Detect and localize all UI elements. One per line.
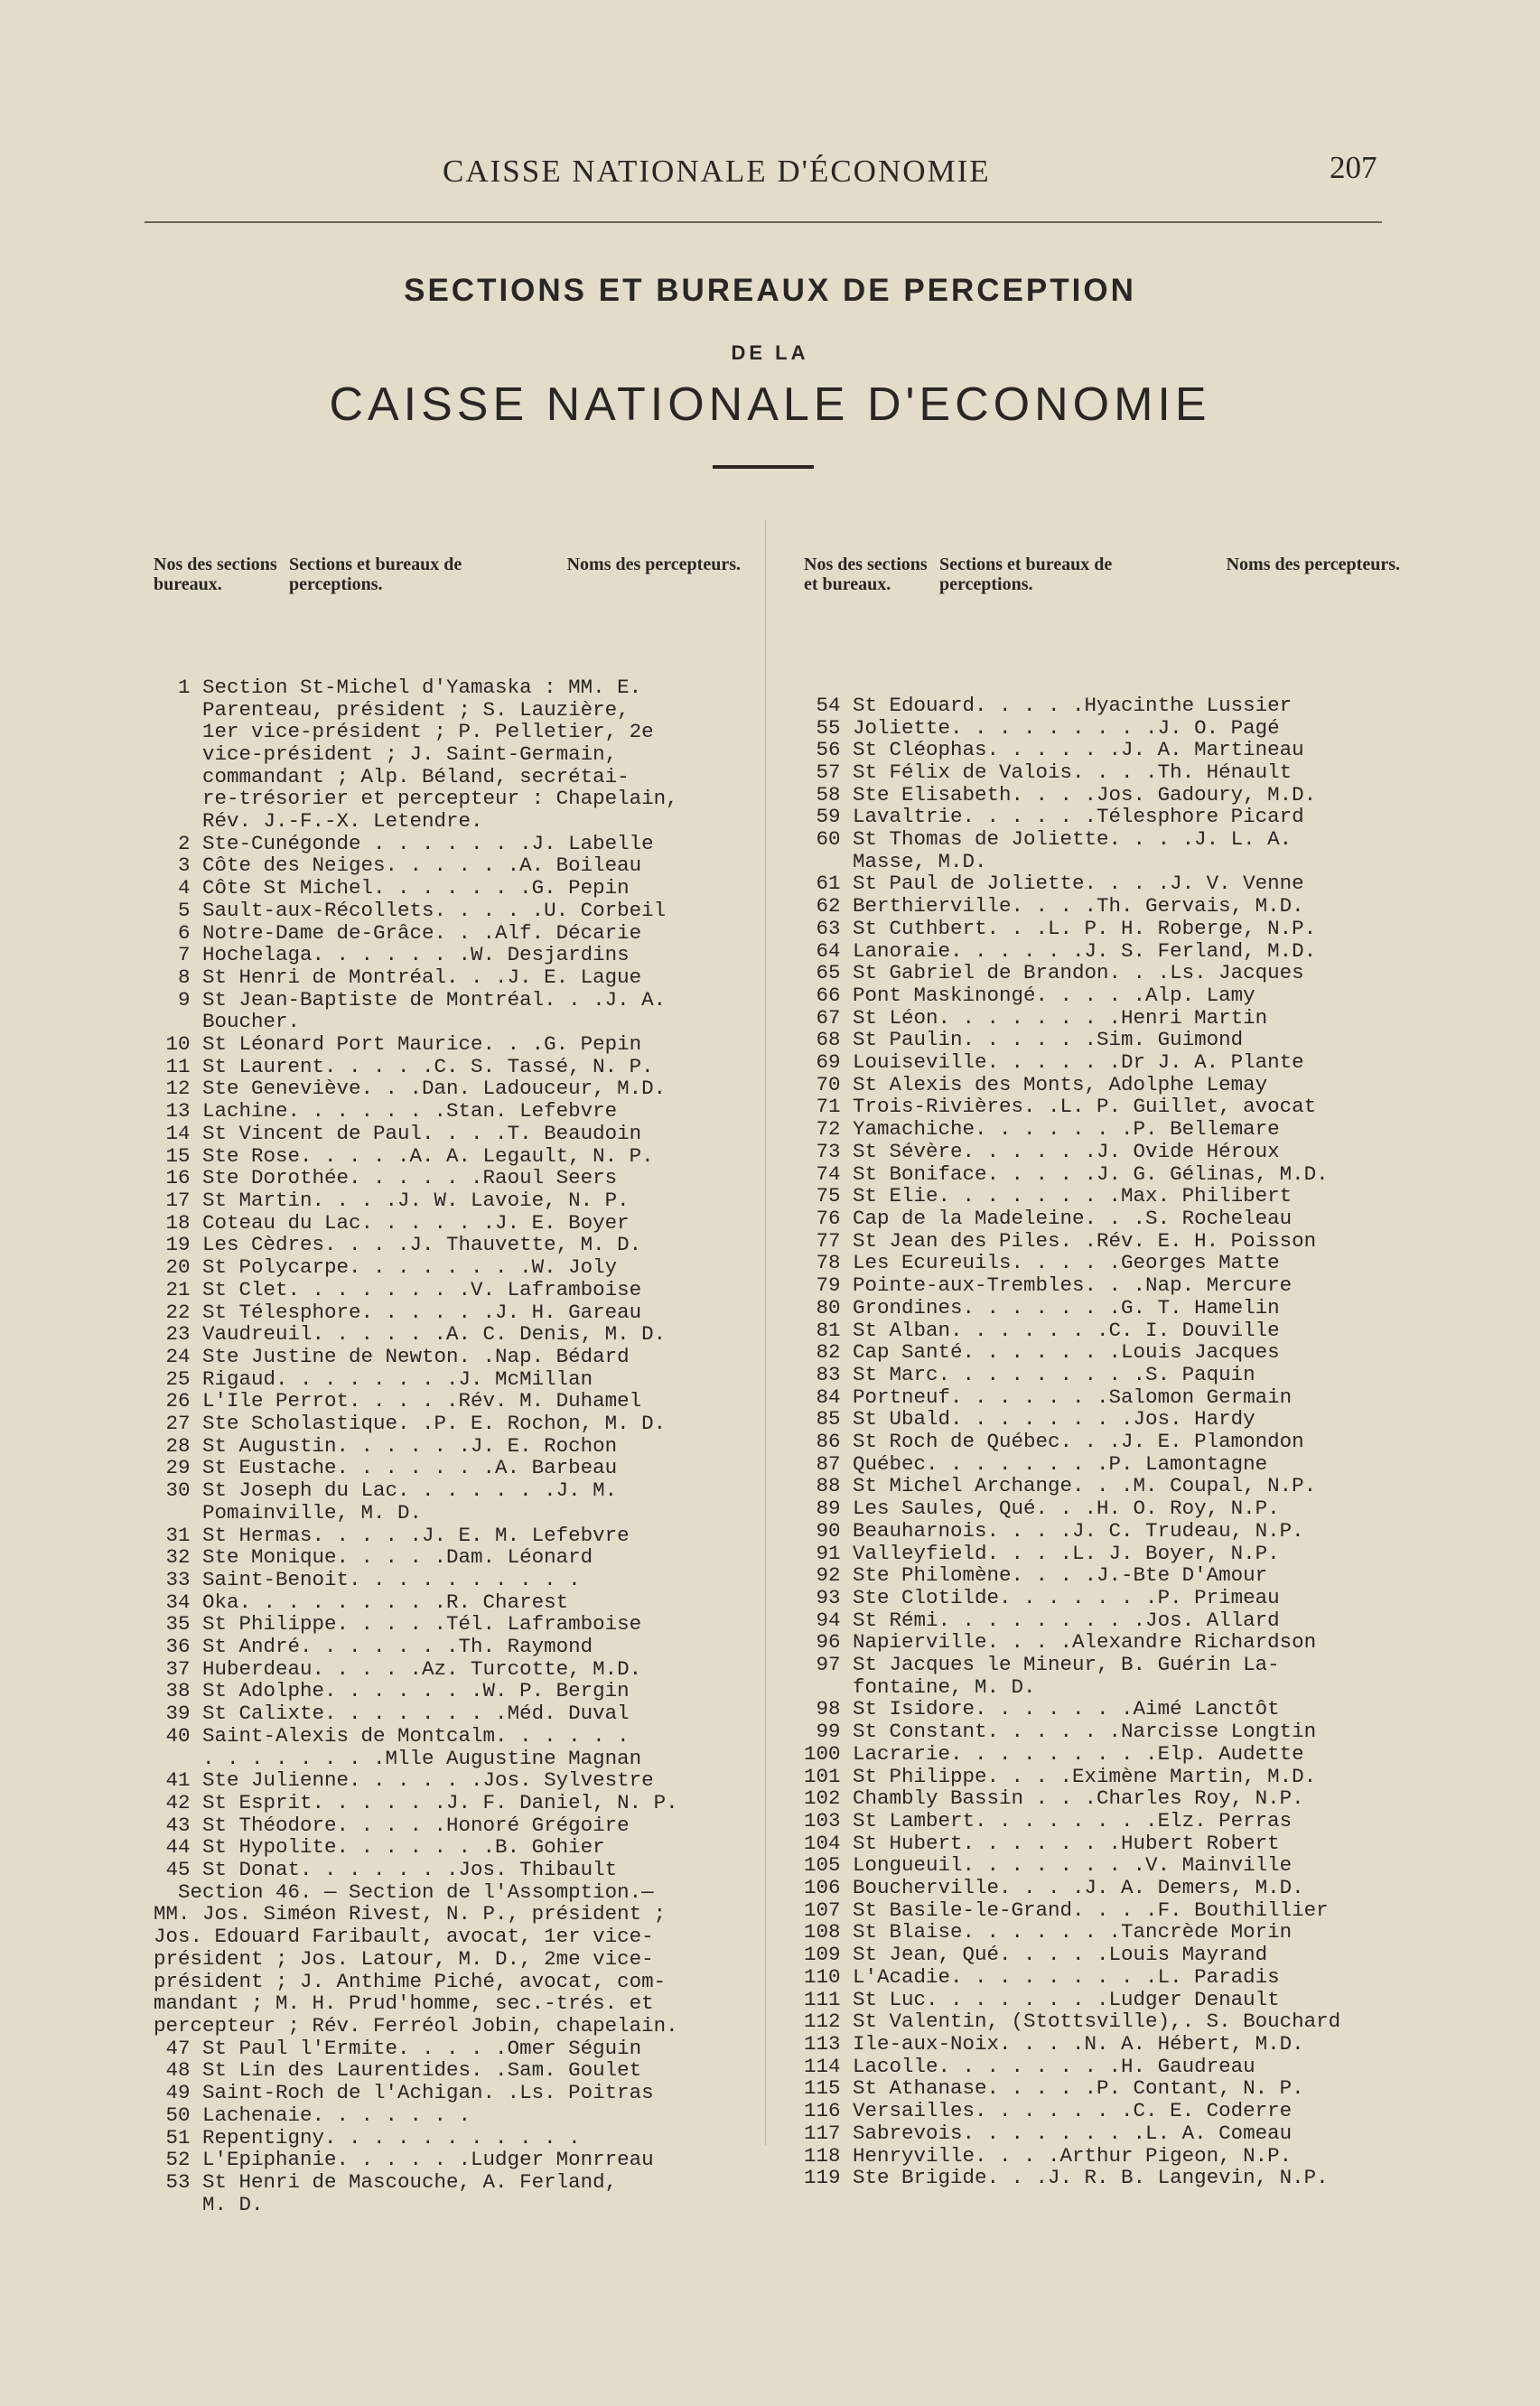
entry-line: 98 St Isidore. . . . . . .Aimé Lanctôt <box>804 1697 1280 1721</box>
entry-line: 69 Louiseville. . . . . .Dr J. A. Plante <box>804 1050 1304 1075</box>
entry-line: vice-président ; J. Saint-Germain, <box>154 741 618 766</box>
right-header-sections: Sections et bureaux de perceptions. <box>939 555 1113 595</box>
entry-line: 47 St Paul l'Ermite. . . . .Omer Séguin <box>154 2036 642 2060</box>
entry-line: 63 St Cuthbert. . .L. P. H. Roberge, N.P. <box>804 916 1317 940</box>
entry-line: 32 Ste Monique. . . . .Dam. Léonard <box>154 1545 593 1570</box>
entry-line: 97 St Jacques le Mineur, B. Guérin La- <box>804 1653 1280 1677</box>
right-header-numbers: Nos des sections et bureaux. <box>804 555 928 595</box>
entry-line: 57 St Félix de Valois. . . .Th. Hénault <box>804 760 1293 784</box>
entry-line: 31 St Hermas. . . . .J. E. M. Lefebvre <box>154 1523 630 1547</box>
entry-line: 111 St Luc. . . . . . . .Ludger Denault <box>804 1987 1280 2011</box>
entry-line: 82 Cap Santé. . . . . . .Louis Jacques <box>804 1340 1280 1365</box>
entry-line: 96 Napierville. . . .Alexandre Richardson <box>804 1630 1317 1655</box>
entry-line: Parenteau, président ; S. Lauzière, <box>154 697 630 722</box>
entry-line: 34 Oka. . . . . . . . .R. Charest <box>154 1590 569 1614</box>
entry-line: 3 Côte des Neiges. . . . . .A. Boileau <box>154 853 642 878</box>
entry-line: 55 Joliette. . . . . . . . .J. O. Pagé <box>804 715 1280 740</box>
entry-line: fontaine, M. D. <box>804 1674 1036 1699</box>
left-header-sections: Sections et bureaux de perceptions. <box>289 555 462 595</box>
entry-line: 49 Saint-Roch de l'Achigan. .Ls. Poitras <box>154 2081 654 2105</box>
entry-line: 75 St Elie. . . . . . . .Max. Philibert <box>804 1184 1293 1208</box>
entry-line: 67 St Léon. . . . . . . .Henri Martin <box>804 1005 1268 1030</box>
entry-line: percepteur ; Rév. Ferréol Jobin, chapelain. <box>154 2014 678 2038</box>
entry-line: 73 St Sévère. . . . . .J. Ovide Héroux <box>804 1139 1280 1163</box>
entry-line: 4 Côte St Michel. . . . . . .G. Pepin <box>154 876 630 900</box>
entry-line: 35 St Philippe. . . . .Tél. Laframboise <box>154 1612 642 1637</box>
right-column <box>804 510 1400 2212</box>
entry-line: . . . . . . . .Mlle Augustine Magnan <box>154 1746 642 1770</box>
entry-line: 54 St Edouard. . . . .Hyacinthe Lussier <box>804 693 1293 717</box>
entry-line: 5 Sault-aux-Récollets. . . . .U. Corbeil <box>154 898 667 922</box>
entry-line: 93 Ste Clotilde. . . . . . .P. Primeau <box>804 1585 1280 1609</box>
entry-line: Masse, M.D. <box>804 849 987 873</box>
entry-line: Boucher. <box>154 1010 301 1034</box>
entry-line: 43 St Théodore. . . . .Honoré Grégoire <box>154 1813 630 1837</box>
entry-line: Section 46. — Section de l'Assomption.— <box>154 1879 654 1904</box>
entry-line: 1 Section St-Michel d'Yamaska : MM. E. <box>154 675 642 699</box>
entry-line: président ; J. Anthime Piché, avocat, com- <box>154 1969 667 1993</box>
entry-line: 83 St Marc. . . . . . . . .S. Paquin <box>804 1362 1255 1386</box>
entry-line: 19 Les Cèdres. . . .J. Thauvette, M. D. <box>154 1233 642 1257</box>
entry-line: 64 Lanoraie. . . . . .J. S. Ferland, M.D. <box>804 938 1317 963</box>
entry-line: 70 St Alexis des Monts, Adolphe Lemay <box>804 1072 1268 1096</box>
entry-line: re-trésorier et percepteur : Chapelain, <box>154 787 678 811</box>
entry-line: 92 Ste Philomène. . . .J.-Bte D'Amour <box>804 1563 1268 1588</box>
entry-line: 18 Coteau du Lac. . . . . .J. E. Boyer <box>154 1210 630 1235</box>
entry-line: 103 St Lambert. . . . . . . .Elz. Perras <box>804 1808 1293 1832</box>
entry-line: 108 St Blaise. . . . . . .Tancrède Morin <box>804 1920 1293 1944</box>
entry-line: 11 St Laurent. . . . .C. S. Tassé, N. P. <box>154 1054 654 1078</box>
entry-line: 74 St Boniface. . . . .J. G. Gélinas, M.D. <box>804 1161 1329 1186</box>
left-header-numbers: Nos des sections bureaux. <box>154 555 277 595</box>
big-title: CAISSE NATIONALE D'ECONOMIE <box>329 378 1211 431</box>
entry-line: 80 Grondines. . . . . . .G. T. Hamelin <box>804 1295 1280 1320</box>
entry-line: 2 Ste-Cunégonde . . . . . . .J. Labelle <box>154 831 654 855</box>
entry-line: 89 Les Saules, Qué. . .H. O. Roy, N.P. <box>804 1497 1280 1521</box>
title-rule <box>713 465 814 469</box>
title-de-la: DE LA <box>731 341 809 364</box>
entry-line: M. D. <box>154 2192 264 2216</box>
entry-line: 117 Sabrevois. . . . . . . .L. A. Comeau <box>804 2121 1293 2145</box>
entry-line: 45 St Donat. . . . . . .Jos. Thibault <box>154 1858 618 1882</box>
entry-line: 79 Pointe-aux-Trembles. . .Nap. Mercure <box>804 1273 1293 1298</box>
page-number: 207 <box>1330 150 1377 185</box>
entry-line: mandant ; M. H. Prud'homme, sec.-trés. et <box>154 1991 654 2016</box>
entry-line: 58 Ste Elisabeth. . . .Jos. Gadoury, M.D. <box>804 782 1317 807</box>
entry-line: 37 Huberdeau. . . . .Az. Turcotte, M.D. <box>154 1656 642 1681</box>
entry-line: 71 Trois-Rivières. .L. P. Guillet, avocat <box>804 1095 1317 1119</box>
right-entries <box>804 695 1400 2189</box>
entry-line: 60 St Thomas de Joliette. . . .J. L. A. <box>804 827 1293 852</box>
right-header-collectors: Noms des percepteurs. <box>1226 555 1400 575</box>
entry-line: 52 L'Epiphanie. . . . . .Ludger Monrreau <box>154 2148 654 2172</box>
entry-line: Rév. J.-F.-X. Letendre. <box>154 809 483 834</box>
left-column <box>154 510 741 2238</box>
entry-line: 118 Henryville. . . .Arthur Pigeon, N.P. <box>804 2143 1293 2168</box>
entry-line: 105 Longueuil. . . . . . . .V. Mainville <box>804 1853 1293 1878</box>
entry-line: 29 St Eustache. . . . . . .A. Barbeau <box>154 1456 618 1480</box>
entry-line: 114 Lacolle. . . . . . . .H. Gaudreau <box>804 2054 1255 2078</box>
entry-line: 14 St Vincent de Paul. . . .T. Beaudoin <box>154 1121 642 1145</box>
entry-line: 10 St Léonard Port Maurice. . .G. Pepin <box>154 1032 642 1057</box>
entry-line: 110 L'Acadie. . . . . . . . .L. Paradis <box>804 1964 1280 1989</box>
entry-line: 102 Chambly Bassin . . .Charles Roy, N.P. <box>804 1786 1304 1811</box>
entry-line: 94 St Rémi. . . . . . . . .Jos. Allard <box>804 1608 1280 1632</box>
entry-line: 119 Ste Brigide. . .J. R. B. Langevin, N.P. <box>804 2166 1329 2190</box>
entry-line: 40 Saint-Alexis de Montcalm. . . . . . <box>154 1723 630 1748</box>
entry-line: 115 St Athanase. . . . .P. Contant, N. P. <box>804 2076 1304 2101</box>
entry-line: 21 St Clet. . . . . . . .V. Laframboise <box>154 1277 642 1301</box>
entry-line: 25 Rigaud. . . . . . . .J. McMillan <box>154 1366 593 1391</box>
entry-line: 30 St Joseph du Lac. . . . . . .J. M. <box>154 1478 618 1503</box>
header-rule <box>145 221 1382 223</box>
entry-line: 100 Lacrarie. . . . . . . . .Elp. Audette <box>804 1741 1304 1766</box>
entry-line: 84 Portneuf. . . . . . .Salomon Germain <box>804 1385 1293 1409</box>
entry-line: 66 Pont Maskinongé. . . . .Alp. Lamy <box>804 983 1255 1007</box>
entry-line: 99 St Constant. . . . . .Narcisse Longtin <box>804 1720 1317 1744</box>
entry-line: Pomainville, M. D. <box>154 1500 423 1525</box>
entry-line: 90 Beauharnois. . . .J. C. Trudeau, N.P. <box>804 1518 1304 1543</box>
entry-line: 87 Québec. . . . . . . .P. Lamontagne <box>804 1451 1268 1476</box>
entry-line: 44 St Hypolite. . . . . . .B. Gohier <box>154 1835 605 1860</box>
running-head: CAISSE NATIONALE D'ÉCONOMIE <box>443 154 991 189</box>
entry-line: 7 Hochelaga. . . . . . .W. Desjardins <box>154 943 630 967</box>
left-header-collectors: Noms des percepteurs. <box>566 555 741 575</box>
entry-line: 113 Ile-aux-Noix. . . .N. A. Hébert, M.D. <box>804 2032 1304 2056</box>
entry-line: 65 St Gabriel de Brandon. . .Ls. Jacques <box>804 961 1304 985</box>
entry-line: 13 Lachine. . . . . . .Stan. Lefebvre <box>154 1099 618 1124</box>
entry-line: 62 Berthierville. . . .Th. Gervais, M.D. <box>804 894 1304 919</box>
entry-line: 101 St Philippe. . . .Eximène Martin, M.D. <box>804 1764 1317 1788</box>
entry-line: 76 Cap de la Madeleine. . .S. Rocheleau <box>804 1206 1293 1230</box>
column-separator <box>765 519 766 2145</box>
entry-line: 26 L'Ile Perrot. . . . .Rév. M. Duhamel <box>154 1389 642 1413</box>
entry-line: commandant ; Alp. Béland, secrétai- <box>154 764 630 788</box>
entry-line: 36 St André. . . . . . .Th. Raymond <box>154 1635 593 1659</box>
entry-line: 1er vice-président ; P. Pelletier, 2e <box>154 720 654 744</box>
entry-line: 39 St Calixte. . . . . . . .Méd. Duval <box>154 1702 630 1726</box>
entry-line: 56 St Cléophas. . . . . .J. A. Martineau <box>804 738 1304 762</box>
entry-line: 24 Ste Justine de Newton. .Nap. Bédard <box>154 1344 630 1368</box>
entry-line: 22 St Télesphore. . . . . .J. H. Gareau <box>154 1300 642 1324</box>
entry-line: 91 Valleyfield. . . .L. J. Boyer, N.P. <box>804 1541 1280 1565</box>
entry-line: 23 Vaudreuil. . . . . .A. C. Denis, M. D. <box>154 1322 667 1347</box>
entry-line: 107 St Basile-le-Grand. . . .F. Bouthillier <box>804 1898 1329 1922</box>
entry-line: MM. Jos. Siméon Rivest, N. P., président ; <box>154 1902 667 1926</box>
entry-line: 59 Lavaltrie. . . . . .Télesphore Picard <box>804 805 1304 829</box>
entry-line: 33 Saint-Benoit. . . . . . . . . . <box>154 1567 581 1591</box>
entry-line: 104 St Hubert. . . . . . .Hubert Robert <box>804 1831 1280 1855</box>
entry-line: 38 St Adolphe. . . . . . .W. P. Bergin <box>154 1679 630 1703</box>
entry-line: Jos. Edouard Faribault, avocat, 1er vice- <box>154 1925 654 1949</box>
entry-line: 48 St Lin des Laurentides. .Sam. Goulet <box>154 2058 642 2083</box>
entry-line: 81 St Alban. . . . . . .C. I. Douville <box>804 1318 1280 1342</box>
main-title: SECTIONS ET BUREAUX DE PERCEPTION <box>404 273 1136 308</box>
entry-line: 116 Versailles. . . . . . .C. E. Coderre <box>804 2099 1293 2123</box>
entry-line: 106 Boucherville. . . .J. A. Demers, M.D. <box>804 1876 1304 1900</box>
entry-line: 17 St Martin. . . .J. W. Lavoie, N. P. <box>154 1188 630 1212</box>
entry-line: 28 St Augustin. . . . . .J. E. Rochon <box>154 1433 618 1458</box>
right-column-header <box>804 555 1400 631</box>
entry-line: 88 St Michel Archange. . .M. Coupal, N.P. <box>804 1474 1317 1498</box>
entry-line: 8 St Henri de Montréal. . .J. E. Lague <box>154 965 642 989</box>
entry-line: 12 Ste Geneviève. . .Dan. Ladouceur, M.D. <box>154 1077 667 1101</box>
entry-line: 50 Lachenaie. . . . . . . <box>154 2103 471 2127</box>
entry-line: 72 Yamachiche. . . . . . .P. Bellemare <box>804 1117 1280 1142</box>
entry-line: 109 St Jean, Qué. . . . .Louis Mayrand <box>804 1943 1268 1967</box>
entry-line: 6 Notre-Dame de-Grâce. . .Alf. Décarie <box>154 920 642 945</box>
entry-line: 77 St Jean des Piles. .Rév. E. H. Poisson <box>804 1228 1317 1253</box>
entry-line: 42 St Esprit. . . . . .J. F. Daniel, N. P. <box>154 1790 678 1814</box>
entry-line: 85 St Ubald. . . . . . . .Jos. Hardy <box>804 1407 1255 1431</box>
entry-line: 16 Ste Dorothée. . . . . .Raoul Seers <box>154 1166 618 1190</box>
entry-line: 20 St Polycarpe. . . . . . . .W. Joly <box>154 1255 618 1280</box>
left-entries <box>154 676 741 2216</box>
entry-line: 15 Ste Rose. . . . .A. A. Legault, N. P. <box>154 1143 654 1168</box>
entry-line: 41 Ste Julienne. . . . . .Jos. Sylvestre <box>154 1768 654 1793</box>
entry-line: 27 Ste Scholastique. .P. E. Rochon, M. D. <box>154 1412 667 1436</box>
entry-line: 61 St Paul de Joliette. . . .J. V. Venne <box>804 872 1304 896</box>
entry-line: président ; Jos. Latour, M. D., 2me vice- <box>154 1946 654 1971</box>
left-column-header <box>154 555 741 631</box>
entry-line: 78 Les Ecureuils. . . . .Georges Matte <box>804 1251 1280 1275</box>
entry-line: 53 St Henri de Mascouche, A. Ferland, <box>154 2169 618 2194</box>
entry-line: 9 St Jean-Baptiste de Montréal. . .J. A. <box>154 987 667 1012</box>
entry-line: 86 St Roch de Québec. . .J. E. Plamondon <box>804 1430 1304 1454</box>
entry-line: 112 St Valentin, (Stottsville),. S. Bouchard <box>804 2010 1341 2034</box>
entry-line: 68 St Paulin. . . . . .Sim. Guimond <box>804 1028 1244 1052</box>
entry-line: 51 Repentigny. . . . . . . . . . . <box>154 2125 581 2150</box>
